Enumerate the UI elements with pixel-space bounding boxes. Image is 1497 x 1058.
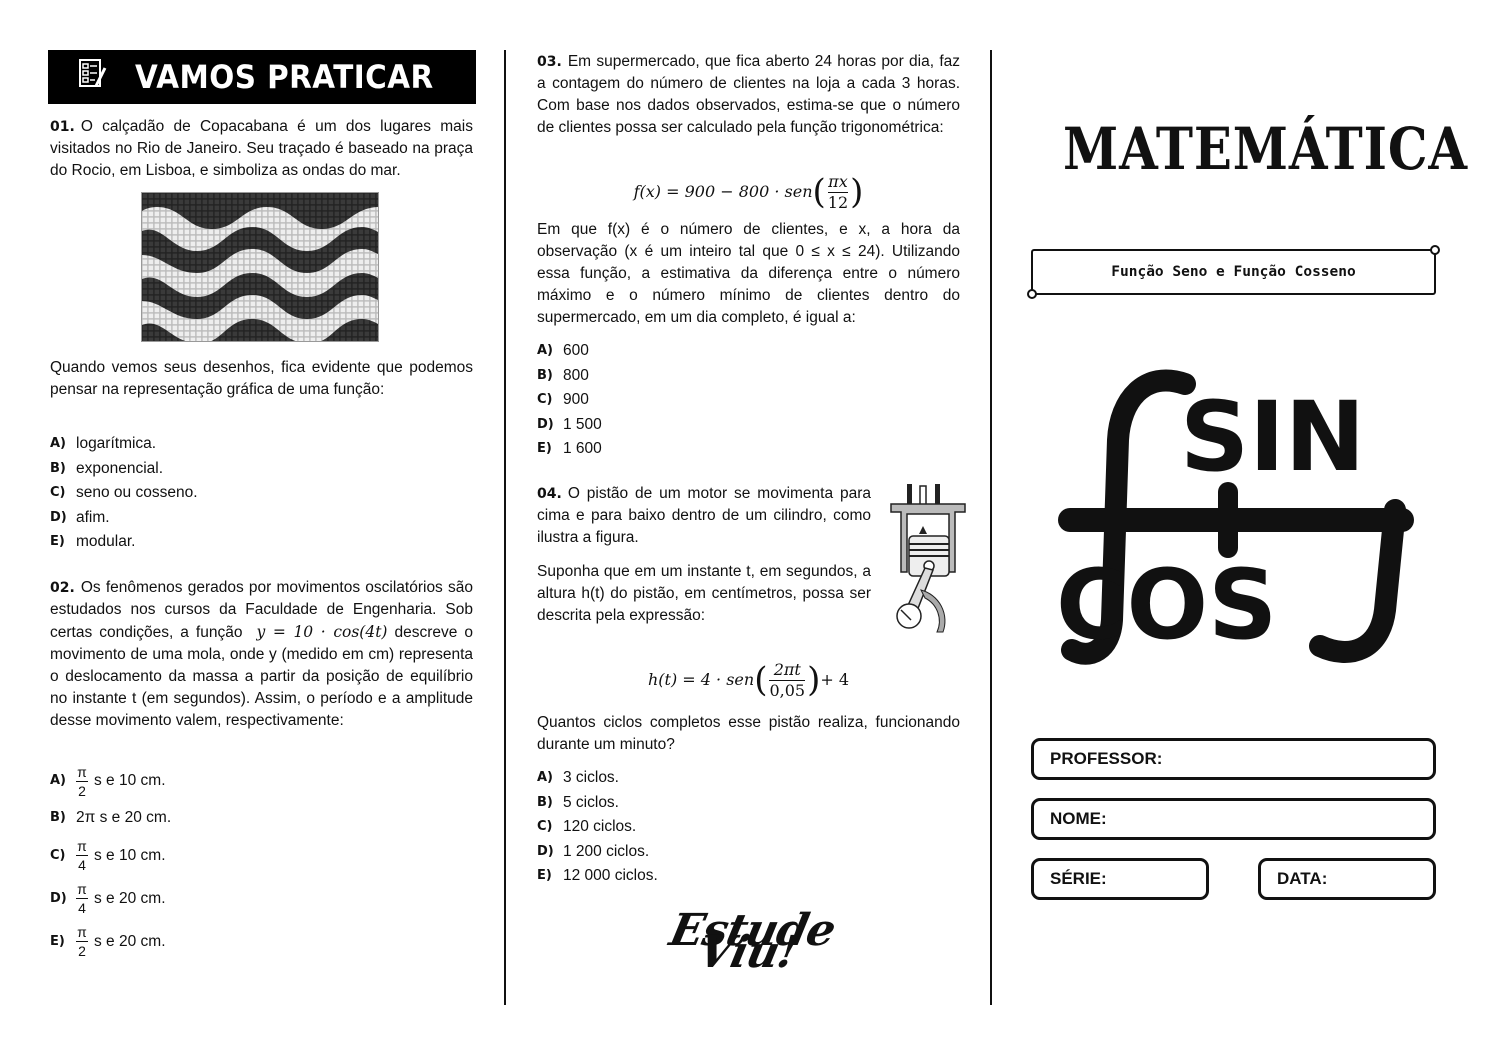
worksheet-icon	[78, 58, 108, 97]
option-letter: E)	[50, 534, 65, 550]
pi-fraction: $\frac{\pi}{2}$	[77, 763, 87, 799]
option-b[interactable]	[50, 802, 171, 834]
date-field[interactable]	[1258, 858, 1436, 900]
option-text: 800	[563, 366, 589, 384]
formula-fraction: πx 12	[827, 171, 849, 212]
option-c[interactable]	[537, 815, 658, 840]
question-4-options	[537, 766, 658, 889]
question-3-number: 03.	[537, 54, 562, 70]
option-letter: D)	[50, 890, 67, 906]
cover-title: MATEMÁTICA	[1063, 115, 1468, 183]
option-text: 1 600	[563, 440, 602, 458]
option-e[interactable]	[537, 437, 602, 462]
option-letter: C)	[50, 485, 66, 501]
option-text: 900	[563, 391, 589, 409]
question-1-number: 01.	[50, 119, 75, 135]
option-text: 2π s e 20 cm.	[76, 809, 172, 826]
question-3-statement: Em supermercado, que fica aberto 24 horas por dia, faz a contagem do número de clientes na loja a cada 3 horas. Com base nos dados observados, estima-se que o número de clientes possa ser calculado pela função trigonométrica:	[537, 53, 960, 136]
professor-label: PROFESSOR:	[1050, 749, 1163, 768]
logo-sin-text: SIN	[1180, 381, 1366, 493]
option-text: seno ou cosseno.	[76, 484, 198, 502]
option-e[interactable]	[537, 864, 658, 889]
column-divider-2	[990, 50, 992, 1005]
option-letter: E)	[50, 933, 65, 949]
option-text: 600	[563, 342, 589, 360]
scroll-curl-icon	[1430, 245, 1440, 255]
question-3-text	[537, 51, 960, 139]
option-text: s e 20 cm.	[94, 889, 166, 907]
signature-text: Estude Viu!	[665, 905, 840, 978]
formula-left: h(t) = 4 · sen	[647, 670, 755, 689]
option-text: 12 000 ciclos.	[563, 867, 658, 885]
sin-cos-logo	[1050, 360, 1430, 680]
question-2-text	[50, 577, 473, 732]
question-1-statement: O calçadão de Copacabana é um dos lugares mais visitados no Rio de Janeiro. Seu traçado é baseado na praça do Rocio, em Lisboa, e simboliza as ondas do mar.	[50, 118, 473, 179]
option-a[interactable]	[50, 760, 171, 802]
option-letter: B)	[50, 460, 66, 476]
option-text: afim.	[76, 508, 110, 526]
pi-fraction: $\frac{\pi}{4}$	[77, 881, 87, 916]
option-d[interactable]	[537, 413, 602, 438]
question-1-options	[50, 432, 198, 555]
grade-field[interactable]	[1031, 858, 1209, 900]
option-a[interactable]	[537, 339, 602, 364]
question-2-number: 02.	[50, 580, 75, 596]
option-d[interactable]	[50, 877, 171, 920]
option-c[interactable]	[50, 481, 198, 506]
option-d[interactable]	[50, 506, 198, 531]
question-4-statement: O pistão de um motor se movimenta para cima e para baixo dentro de um cilindro, como ilustra a figura.	[537, 485, 871, 546]
question-4-prompt: Quantos ciclos completos esse pistão realiza, funcionando durante um minuto?	[537, 714, 960, 753]
question-2-options	[50, 760, 171, 963]
option-letter: A)	[537, 343, 554, 359]
option-text: logarítmica.	[76, 435, 157, 453]
option-c[interactable]	[537, 388, 602, 413]
pi-fraction: $\frac{\pi}{2}$	[77, 924, 87, 959]
formula-fraction: 2πt 0,05	[769, 659, 806, 700]
option-d[interactable]	[537, 840, 658, 865]
option-letter: A)	[50, 773, 67, 788]
option-a[interactable]	[50, 432, 198, 457]
option-c[interactable]	[50, 834, 171, 877]
option-b[interactable]	[50, 457, 198, 482]
option-text: 3 ciclos.	[563, 769, 619, 787]
question-4-formula: h(t) = 4 · sen ( 2πt 0,05 ) + 4	[647, 659, 850, 700]
question-2-formula: y = 10 · cos(4t)	[256, 623, 388, 641]
option-letter: B)	[537, 794, 553, 810]
column-divider-1	[504, 50, 506, 1005]
option-letter: C)	[50, 847, 66, 863]
option-letter: B)	[537, 367, 553, 383]
date-label: DATA:	[1277, 869, 1328, 888]
scroll-curl-icon	[1027, 289, 1037, 299]
option-letter: A)	[50, 436, 67, 452]
piston-illustration	[883, 482, 973, 642]
formula-left: f(x) = 900 − 800 · sen	[633, 182, 813, 201]
option-text: exponencial.	[76, 459, 164, 477]
question-3-formula: f(x) = 900 − 800 · sen ( πx 12 )	[633, 171, 864, 212]
option-e[interactable]	[50, 920, 171, 963]
question-3-options	[537, 339, 602, 462]
subtitle-scroll	[1031, 249, 1436, 295]
option-letter: B)	[50, 810, 66, 825]
option-text: s e 20 cm.	[94, 932, 166, 950]
option-letter: E)	[537, 868, 552, 884]
banner-title: VAMOS PRATICAR	[134, 58, 434, 96]
question-4-followup: Suponha que em um instante t, em segundos, a altura h(t) do pistão, em centímetros, possa ser descrita pela expressão:	[537, 563, 871, 624]
option-text: 1 500	[563, 415, 602, 433]
cover-subtitle: Função Seno e Função Cosseno	[1111, 264, 1356, 280]
option-text: s e 10 cm.	[94, 846, 166, 864]
question-2-statement-b: descreve o movimento de uma mola, onde y (medido em cm) representa o deslocamento da massa a partir da posição de equilíbrio no instante t (em segundos). Assim, o período e a amplitude desse movimento valem, respectivamente:	[50, 624, 473, 729]
option-e[interactable]	[50, 530, 198, 555]
name-field[interactable]	[1031, 798, 1436, 840]
question-4-number: 04.	[537, 486, 562, 502]
option-letter: D)	[537, 416, 554, 432]
question-3-followup: Em que f(x) é o número de clientes, e x, a hora da observação (x é um inteiro tal que 0 ≤ x ≤ 24). Utilizando essa função, a estimativa da diferença entre o número máximo e o número mínimo de clientes dentro do supermercado, em um dia completo, é igual a:	[537, 221, 960, 326]
question-4-text	[537, 483, 871, 549]
option-b[interactable]	[537, 364, 602, 389]
option-letter: E)	[537, 441, 552, 457]
option-text: s e 10 cm.	[94, 772, 166, 789]
option-text: 5 ciclos.	[563, 793, 619, 811]
logo-cos-text: COS	[1056, 549, 1278, 661]
practice-banner	[48, 50, 476, 104]
option-letter: A)	[537, 770, 554, 786]
option-letter: D)	[50, 509, 67, 525]
option-text: modular.	[76, 533, 136, 551]
question-2-statement-a: Os fenômenos gerados por movimentos oscilatórios são estudados nos cursos da Faculdade de Engenharia. Sob certas condições, a função	[50, 579, 473, 641]
question-1-text	[50, 116, 473, 182]
grade-label: SÉRIE:	[1050, 869, 1107, 888]
option-text: 1 200 ciclos.	[563, 842, 650, 860]
option-b[interactable]	[537, 791, 658, 816]
copacabana-wave-image	[141, 192, 379, 342]
option-a[interactable]	[537, 766, 658, 791]
option-letter: D)	[537, 843, 554, 859]
option-letter: C)	[537, 819, 553, 835]
professor-field[interactable]	[1031, 738, 1436, 780]
question-1-followup: Quando vemos seus desenhos, fica evidente que podemos pensar na representação gráfica de uma função:	[50, 359, 473, 398]
option-text: 120 ciclos.	[563, 818, 637, 836]
option-letter: C)	[537, 392, 553, 408]
name-label: NOME:	[1050, 809, 1107, 828]
pi-fraction: $\frac{\pi}{4}$	[77, 838, 87, 873]
formula-right: + 4	[820, 670, 850, 689]
